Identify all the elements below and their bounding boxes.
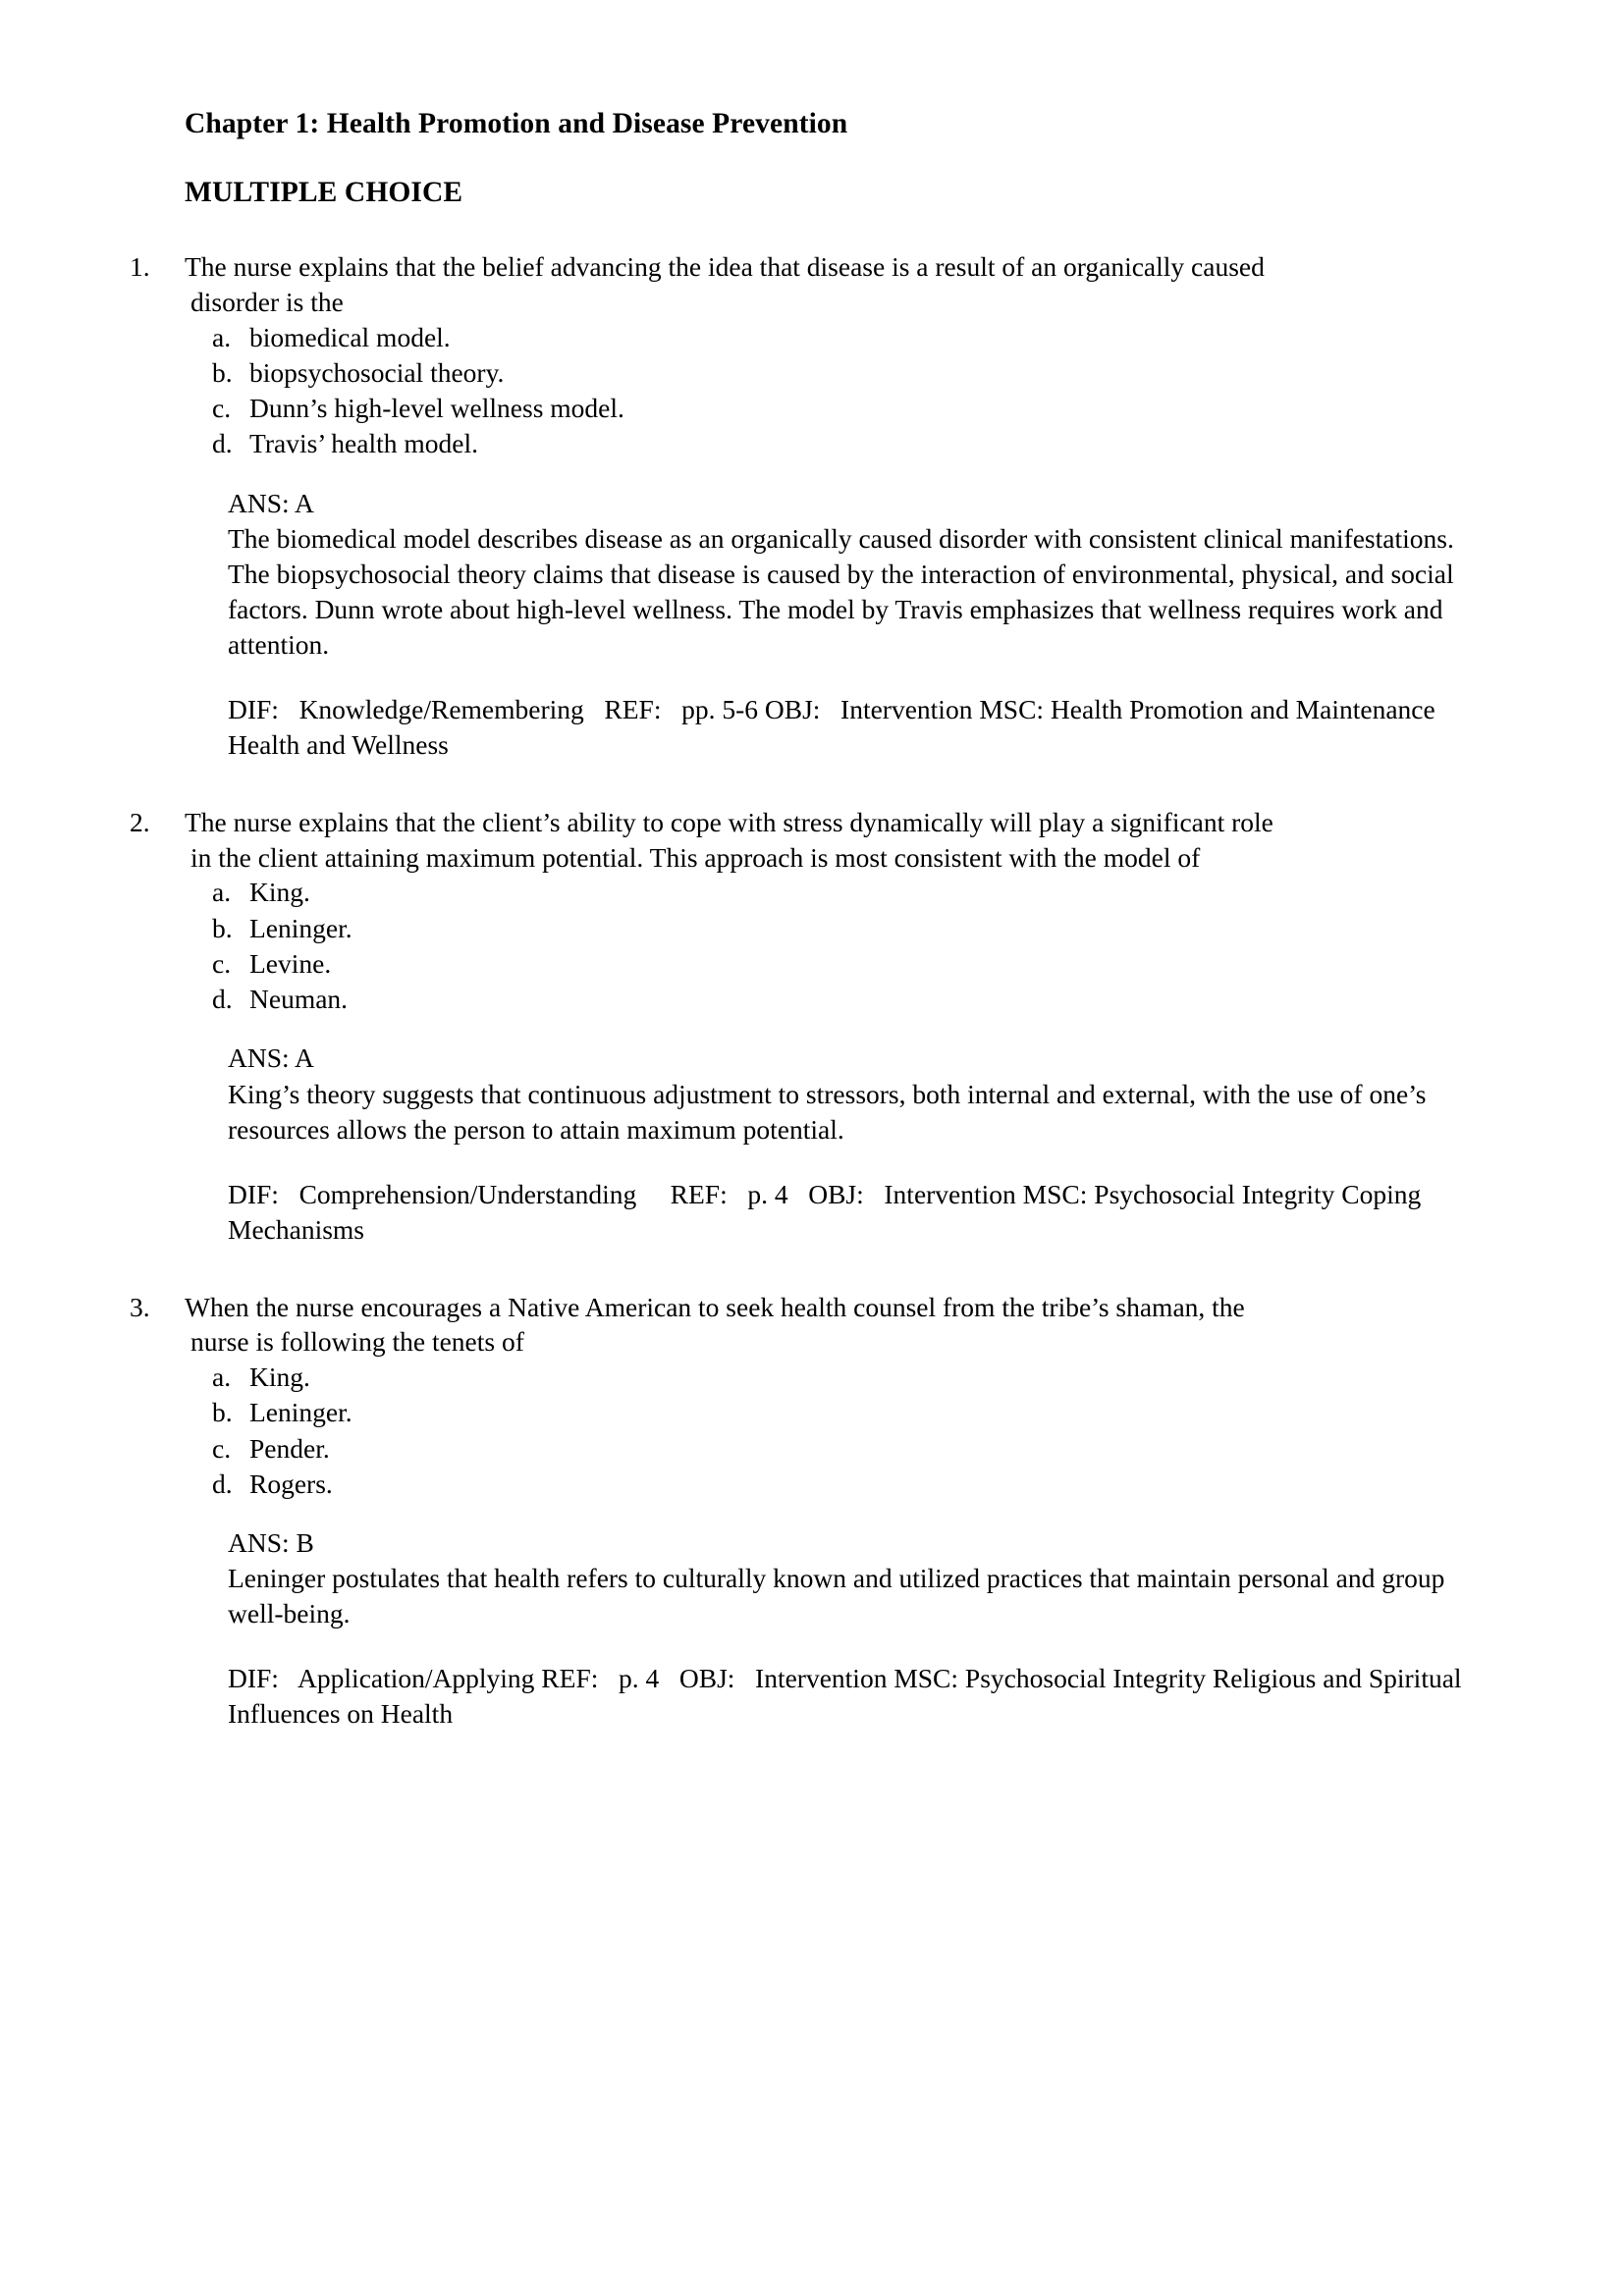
option-letter: c.: [212, 1432, 232, 1464]
page-title: Chapter 1: Health Promotion and Disease Prevention: [185, 108, 848, 139]
option-a[interactable]: [212, 875, 1479, 910]
option-text: Leninger.: [249, 1397, 352, 1428]
answer-rationale: Leninger postulates that health refers to culturally known and utilized practices that maintain personal and group well-being.: [228, 1563, 1445, 1629]
answer-options-list: [126, 1360, 1479, 1502]
option-d[interactable]: [212, 426, 1479, 461]
option-c[interactable]: [212, 1431, 1479, 1467]
option-text: Levine.: [249, 947, 332, 979]
option-text: King.: [249, 877, 310, 908]
option-c[interactable]: [212, 391, 1479, 426]
option-letter: d.: [212, 1468, 233, 1499]
answer-options-list: [126, 320, 1479, 462]
question-item: [126, 249, 1479, 763]
option-letter: b.: [212, 356, 233, 388]
answer-explanation: [228, 1041, 1479, 1247]
option-letter: a.: [212, 1362, 232, 1393]
question-stem-line: The nurse explains that the client’s ability to cope with stress dynamically will play a significant role: [185, 806, 1273, 837]
question-item: [126, 805, 1479, 1248]
question-stem-row: [126, 805, 1479, 876]
question-metadata: DIF: Knowledge/Remembering REF: pp. 5-6 OBJ: Intervention MSC: Health Promotion and Maintenance Health and Wellness: [228, 693, 1435, 760]
option-letter: b.: [212, 912, 233, 943]
answer-key: ANS: A: [228, 487, 314, 518]
option-c[interactable]: [212, 946, 1479, 982]
option-letter: a.: [212, 321, 232, 352]
option-b[interactable]: [212, 911, 1479, 946]
question-stem-line: The nurse explains that the belief advancing the idea that disease is a result of an organically caused: [185, 251, 1265, 282]
option-a[interactable]: [212, 1360, 1479, 1395]
option-letter: d.: [212, 428, 233, 459]
option-text: biopsychosocial theory.: [249, 356, 505, 388]
option-text: Travis’ health model.: [249, 428, 478, 459]
question-stem: [185, 249, 1479, 320]
question-stem: [185, 1290, 1479, 1361]
option-text: biomedical model.: [249, 321, 451, 352]
option-b[interactable]: [212, 1395, 1479, 1430]
question-stem: [185, 805, 1479, 876]
question-number: 3.: [130, 1291, 150, 1322]
option-letter: a.: [212, 877, 232, 908]
option-text: Rogers.: [249, 1468, 333, 1499]
question-stem-line: nurse is following the tenets of: [190, 1326, 524, 1358]
question-metadata: DIF: Application/Applying REF: p. 4 OBJ: Intervention MSC: Psychosocial Integrity Religious and Spiritual Influences on Health: [228, 1663, 1462, 1730]
answer-explanation: [228, 1525, 1479, 1732]
option-letter: c.: [212, 393, 232, 424]
option-text: King.: [249, 1362, 310, 1393]
question-stem-line: disorder is the: [190, 286, 344, 317]
option-text: Leninger.: [249, 912, 352, 943]
question-stem-line: in the client attaining maximum potential. This approach is most consistent with the model of: [190, 841, 1201, 873]
question-item: [126, 1290, 1479, 1733]
answer-rationale: The biomedical model describes disease as an organically caused disorder with consistent clinical manifestations. The biopsychosocial theory claims that disease is caused by the interaction of environmental, physical, and social factors. Dunn wrote about high-level wellness. The model by Travis emphasizes that wellness requires work and attention.: [228, 522, 1454, 660]
option-d[interactable]: [212, 1467, 1479, 1502]
answer-rationale: King’s theory suggests that continuous adjustment to stressors, both internal and external, with the use of one’s resources allows the person to attain maximum potential.: [228, 1078, 1427, 1145]
answer-explanation: [228, 486, 1479, 763]
question-number: 2.: [130, 806, 150, 837]
option-a[interactable]: [212, 320, 1479, 355]
answer-key: ANS: B: [228, 1527, 314, 1559]
question-number: 1.: [130, 251, 150, 282]
option-letter: d.: [212, 984, 233, 1015]
section-heading: MULTIPLE CHOICE: [185, 176, 463, 208]
question-stem-line: When the nurse encourages a Native American to seek health counsel from the tribe’s shaman, the: [185, 1291, 1245, 1322]
option-d[interactable]: [212, 982, 1479, 1017]
question-stem-row: [126, 1290, 1479, 1361]
answer-options-list: [126, 875, 1479, 1017]
question-metadata: DIF: Comprehension/Understanding REF: p. 4 OBJ: Intervention MSC: Psychosocial Integrity Coping Mechanisms: [228, 1178, 1422, 1245]
option-b[interactable]: [212, 355, 1479, 391]
question-stem-row: [126, 249, 1479, 320]
option-text: Pender.: [249, 1432, 330, 1464]
option-text: Neuman.: [249, 984, 349, 1015]
option-letter: b.: [212, 1397, 233, 1428]
answer-key: ANS: A: [228, 1042, 314, 1074]
option-text: Dunn’s high-level wellness model.: [249, 393, 624, 424]
option-letter: c.: [212, 947, 232, 979]
